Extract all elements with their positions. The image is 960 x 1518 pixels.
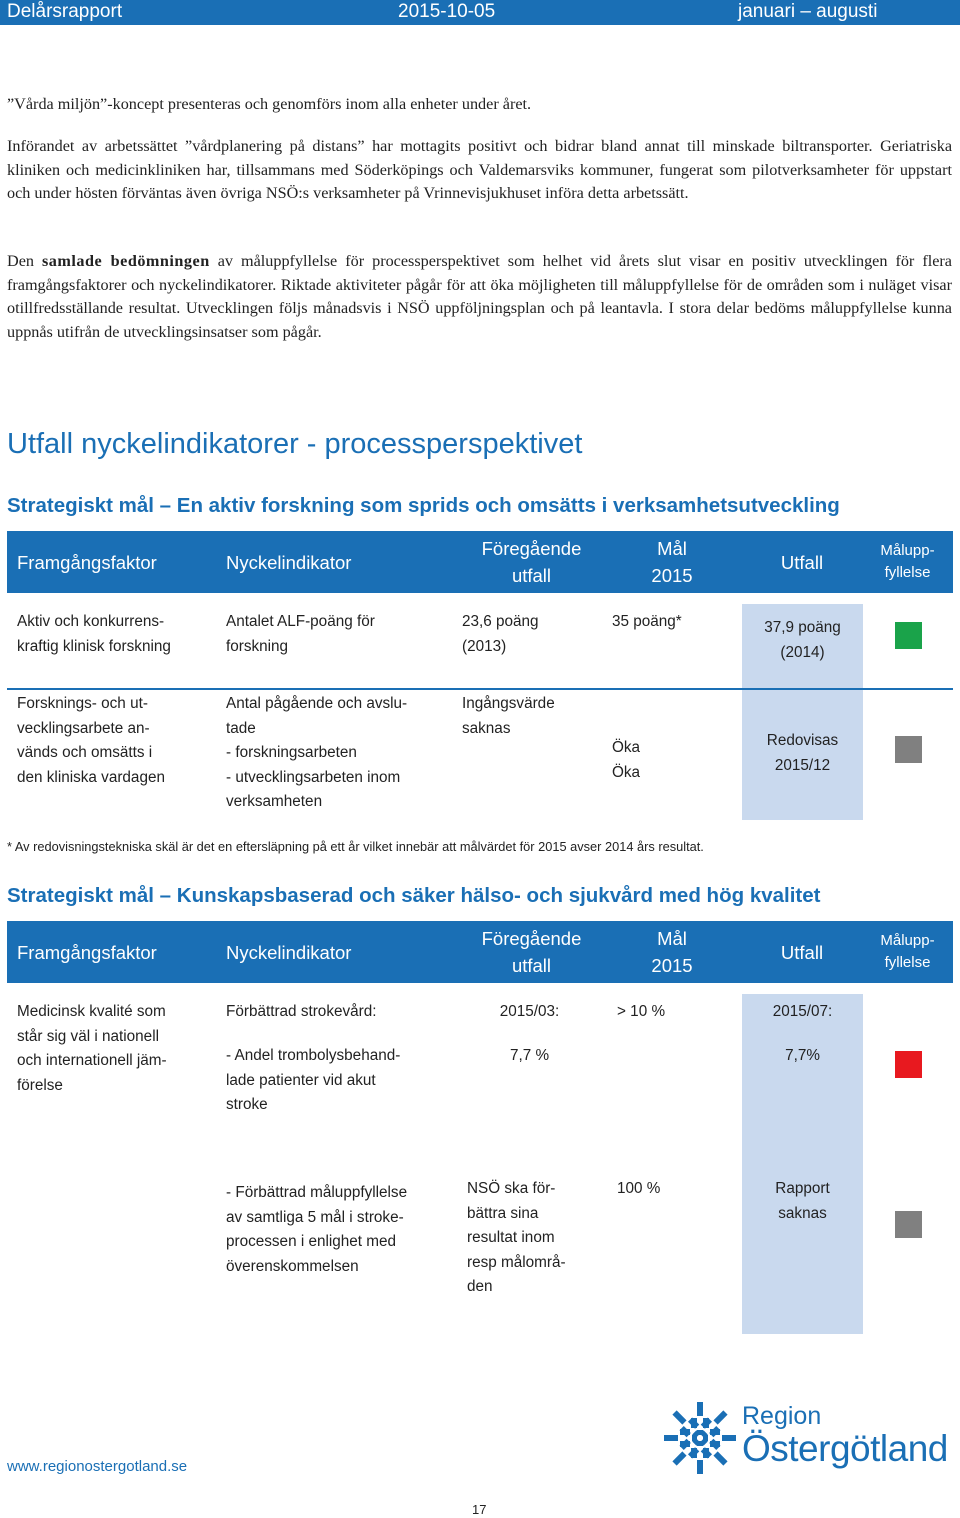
status-red-square bbox=[895, 1051, 922, 1078]
row-separator bbox=[7, 688, 953, 690]
cell-utfall-period: 2015/07: bbox=[772, 1003, 833, 1020]
paragraph-2: Införandet av arbetssättet ”vårdplanering på distans” har mottagits positivt och bidrar bland annat till minskade biltransporter. Geriatriska kliniken och medicinkliniken har, tillsammans med Söderköpings och Valdemarsviks kommuner, fungerat som pilotverksamheter för uppstart och under hösten förväntas även övriga NSÖ:s verksamheter på Vrinnevisjukhuset införa detta arbetssätt. bbox=[7, 137, 952, 202]
paragraph-1: ”Vårda miljön”-koncept presenteras och genomförs inom alla enheter under året. bbox=[7, 95, 532, 113]
header-foregaende-utfall: Föregående utfall bbox=[481, 928, 582, 976]
paragraph-3-start: Den bbox=[7, 252, 42, 270]
section-title: Utfall nyckelindikatorer - processperspektivet bbox=[7, 428, 583, 460]
cell-utfall: Redovisas 2015/12 bbox=[766, 732, 839, 774]
header-framgangsfaktor: Framgångsfaktor bbox=[17, 551, 157, 573]
strategic-goal-2-title: Strategiskt mål – Kunskapsbaserad och säker hälso- och sjukvård med hög kvalitet bbox=[7, 884, 821, 907]
cell-foregaende: Ingångsvärde saknas bbox=[462, 695, 555, 737]
cell-mal: > 10 % bbox=[617, 1003, 666, 1020]
paragraph-3 bbox=[7, 250, 952, 344]
header-mal-2015: Mål 2015 bbox=[651, 538, 693, 586]
cell-nyckelindikator-title: Förbättrad strokevård: bbox=[226, 1003, 377, 1020]
footnote: * Av redovisningstekniska skäl är det en eftersläpning på ett år vilket innebär att målvärdet för 2015 avser 2014 års resultat. bbox=[7, 839, 704, 854]
cell-utfall: Rapport saknas bbox=[775, 1180, 830, 1222]
header-maluppfyllelse: Målupp- fyllelse bbox=[880, 542, 935, 581]
page-number: 17 bbox=[472, 1502, 487, 1517]
cell-utfall: 7,7% bbox=[785, 1047, 820, 1064]
header-nyckelindikator: Nyckelindikator bbox=[226, 941, 352, 963]
header-utfall: Utfall bbox=[780, 941, 824, 963]
header-framgangsfaktor: Framgångsfaktor bbox=[17, 941, 157, 963]
cell-foregaende: 7,7 % bbox=[509, 1047, 550, 1064]
paragraph-3-emphasis: samlade bedömningen bbox=[41, 252, 210, 270]
website-link[interactable]: www.regionostergotland.se bbox=[7, 1458, 188, 1475]
cell-nyckelindikator: - Andel trombolysbehand- lade patienter vid akut stroke bbox=[226, 1047, 401, 1113]
status-grey-square bbox=[895, 736, 922, 763]
cell-foregaende: 23,6 poäng (2013) bbox=[462, 613, 539, 655]
cell-mal: 35 poäng* bbox=[612, 613, 682, 630]
header-maluppfyllelse: Målupp- fyllelse bbox=[880, 932, 935, 971]
header-nyckelindikator: Nyckelindikator bbox=[226, 551, 352, 573]
cell-nyckelindikator: Antal pågående och avslu- tade - forskningsarbeten - utvecklingsarbeten inom verksamheten bbox=[226, 695, 408, 810]
strategic-goal-1-title: Strategiskt mål – En aktiv forskning som sprids och omsätts i verksamhetsutveckling bbox=[7, 494, 840, 517]
report-header-bar bbox=[0, 0, 960, 25]
report-title: Delårsrapport bbox=[7, 1, 123, 22]
report-period: januari – augusti bbox=[738, 1, 878, 22]
header-foregaende-utfall: Föregående utfall bbox=[481, 538, 582, 586]
cell-framgangsfaktor: Medicinsk kvalité som står sig väl i nationell och internationell jäm- förelse bbox=[17, 1003, 167, 1094]
cell-framgangsfaktor: Aktiv och konkurrens- kraftig klinisk forskning bbox=[17, 613, 171, 655]
table-1-header bbox=[7, 531, 953, 593]
cell-nyckelindikator: Antalet ALF-poäng för forskning bbox=[226, 613, 375, 655]
cell-mal: Öka Öka bbox=[612, 739, 641, 781]
cell-mal: 100 % bbox=[617, 1180, 661, 1197]
status-grey-square bbox=[895, 1211, 922, 1238]
report-date: 2015-10-05 bbox=[398, 1, 496, 22]
logo-text-region: Region bbox=[742, 1402, 822, 1430]
header-mal-2015: Mål 2015 bbox=[651, 928, 693, 976]
table-2-header bbox=[7, 921, 953, 983]
logo-text-ostergotland: Östergötland bbox=[742, 1428, 948, 1469]
header-utfall: Utfall bbox=[780, 551, 824, 573]
paragraph-3-rest: av måluppfyllelse för processperspektivet som helhet vid årets slut visar en positiv utvecklingen för flera framgångsfaktorer och nyckelindikatorer. Riktade aktiviteter pågår för att öka möjligheten till måluppfyllelse för de områden som i nuläget visar otillfredsställande resultat. Utvecklingen följs månadsvis i NSÖ uppföljningsplan och på leantavla. I stora delar bedöms måluppfyllelse kunna uppnås utifrån de utvecklingsinsatser som pågår. bbox=[7, 252, 952, 341]
cell-framgangsfaktor: Forsknings- och ut- vecklingsarbete an- vänds och omsätts i den kliniska vardagen bbox=[17, 695, 165, 786]
cell-utfall: 37,9 poäng (2014) bbox=[764, 619, 841, 661]
status-green-square bbox=[895, 622, 922, 649]
cell-nyckelindikator: - Förbättrad måluppfyllelse av samtliga 5 mål i stroke- processen i enlighet med överenskommelsen bbox=[226, 1184, 408, 1275]
cell-foregaende: NSÖ ska för- bättra sina resultat inom resp målområ- den bbox=[467, 1180, 566, 1295]
cell-foregaende-period: 2015/03: bbox=[499, 1003, 560, 1020]
